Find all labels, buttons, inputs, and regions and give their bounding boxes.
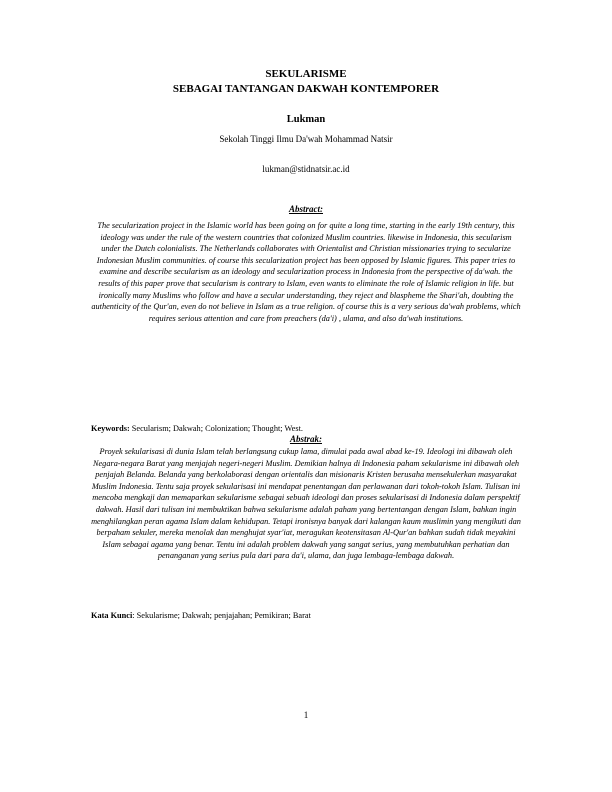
title-line-2: SEBAGAI TANTANGAN DAKWAH KONTEMPORER (172, 83, 440, 95)
abstract-text-en: The secularization project in the Islamic world has been going on for quite a long time, starting in the early 19th century, this ideology was under the rule of the western countries that colonized Muslim countries. likewise in Indonesia, this secularism under the Dutch colonialists. The Netherlands collaborates with Orientalist and Christian missionaries trying to secularize Indonesian Muslim communities. of course this secularization project has been opposed by Islamic figures. This paper tries to examine and describe secularism as an ideology and secularization process in Indonesia from the perspective of da'wah. the results of this paper prove that secularism is contrary to Islam, even wants to eliminate the role of Islamic religion in life. but ironically many Muslims who follow and have a secular understanding, they reject and blaspheme the Shari'ah, doubting the authenticity of the Qur'an, even do not believe in Islam as a true religion. of course this is a very serious da'wah problems, which requires serious attention and care from preachers (da'i) , ulama, and also da'wah institutions. (91, 221, 521, 323)
keywords-label-en: Keywords: (91, 424, 130, 433)
keywords-list-en: Secularism; Dakwah; Colonization; Thought; West. (131, 424, 303, 433)
keywords-list-id: : Sekularisme; Dakwah; penjajahan; Pemikiran; Barat (132, 611, 311, 620)
author-affiliation: Sekolah Tinggi Ilmu Da'wah Mohammad Natsir (219, 134, 393, 144)
page-number: 1 (303, 710, 309, 720)
author-email: lukman@stidnatsir.ac.id (262, 164, 350, 174)
abstract-heading-en: Abstract: (288, 204, 323, 214)
abstract-heading-id: Abstrak: (289, 434, 322, 444)
keywords-id (91, 611, 521, 620)
keywords-en (91, 424, 521, 433)
title-line-1: SEKULARISME (265, 68, 347, 80)
author-name: Lukman (286, 114, 326, 125)
paper-title (0, 67, 612, 97)
abstract-text-id: Proyek sekularisasi di dunia Islam telah berlangsung cukup lama, dimulai pada awal abad ke-19. Ideologi ini dibawah oleh Negara-negara Barat yang menjajah negeri-negeri Muslim. Demikian halnya di Indonesia paham sekularisme ini dibawah oleh penjajah Belanda. Belanda yang berkolaborasi dengan orientalis dan misionaris Kristen berusaha mensekulerkan masyarakat Muslim Indonesia. Tentu saja proyek sekularisasi ini mendapat penentangan dan perlawanan dari tokoh-tokoh Islam. Tulisan ini mencoba mengkaji dan memaparkan sekularisme sebagai sebuah ideologi dan proses sekularisasi di Indonesia dalam perspektif dakwah. Hasil dari tulisan ini membuktikan bahwa sekularisme adalah paham yang bertentangan dengan Islam, bahkan ingin menghilangkan peran agama Islam dalam kehidupan. Tetapi ironisnya banyak dari kalangan kaum muslimin yang mengikuti dan berpaham sekuler, mereka menolak dan menghujat syar'iat, meragukan keotensitasan Al-Qur'an bahkan sudah tidak meyakini Islam sebagai agama yang benar. Tentu ini adalah problem dakwah yang sangat serius, yang membutuhkan perhatian dan penanganan yang serius pula dari para da'i, ulama, dan juga lembaga-lembaga dakwah. (91, 447, 521, 561)
keywords-label-id: Kata Kunci (91, 611, 133, 620)
